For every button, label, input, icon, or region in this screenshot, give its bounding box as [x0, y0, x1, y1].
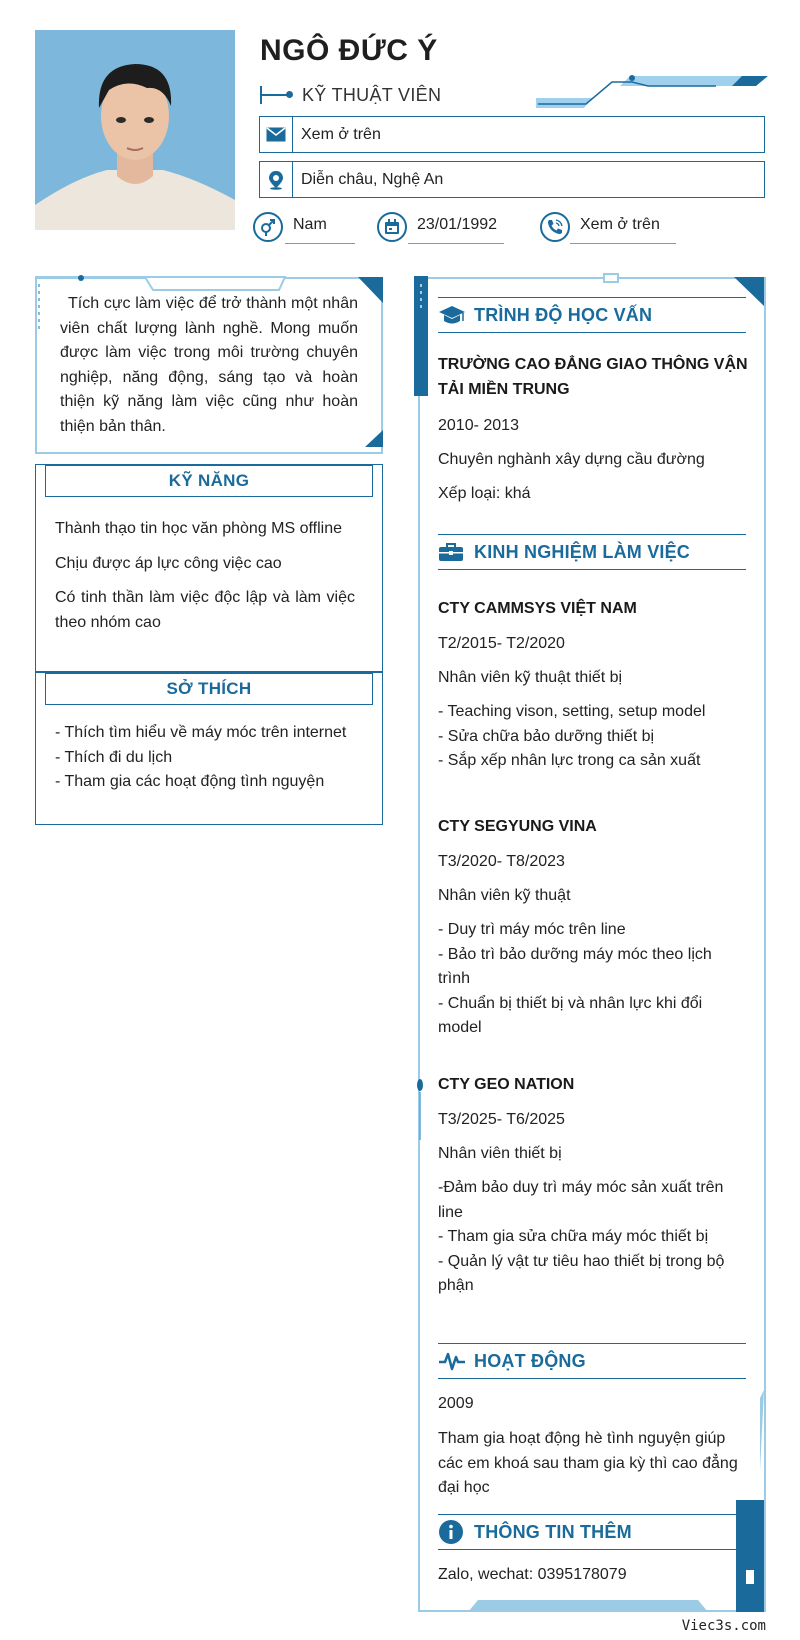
calendar-icon	[377, 212, 407, 242]
skills-heading: KỸ NĂNG	[45, 465, 373, 497]
job-title-decor	[260, 94, 290, 96]
graduation-cap-icon	[438, 304, 468, 326]
hobbies-heading: SỞ THÍCH	[45, 673, 373, 705]
activities-title: HOẠT ĐỘNG	[474, 1350, 586, 1371]
job-position: Nhân viên thiết bị	[438, 1145, 562, 1162]
candidate-name: NGÔ ĐỨC Ý	[260, 34, 438, 67]
gender-item	[253, 212, 327, 252]
address-value: Diễn châu, Nghệ An	[301, 170, 444, 188]
education-school: TRƯỜNG CAO ĐẲNG GIAO THÔNG VẬN TẢI MIỀN TRUNG	[438, 356, 748, 398]
phone-value[interactable]: Xem ở trên	[580, 216, 660, 233]
phone-underline	[570, 243, 676, 244]
gender-value: Nam	[293, 216, 327, 233]
mail-icon	[260, 117, 293, 152]
job-duty: - Sắp xếp nhân lực trong ca sản xuất	[438, 752, 701, 769]
skills-list	[55, 517, 355, 635]
job-period: T3/2025- T6/2025	[438, 1111, 565, 1128]
info-icon	[438, 1519, 468, 1545]
job-period: T3/2020- T8/2023	[438, 853, 565, 870]
more-info-title: THÔNG TIN THÊM	[474, 1521, 632, 1542]
footer-watermark: Viec3s.com	[681, 1618, 766, 1634]
experience-title: KINH NGHIỆM LÀM VIỆC	[474, 541, 691, 562]
skill-item: Chịu được áp lực công việc cao	[55, 554, 282, 572]
education-heading	[438, 297, 746, 333]
objective-text: Tích cực làm việc để trở thành một nhân viên chất lượng lành nghề. Mong muốn được làm việc trong môi trường chuyên nghiệp, năng động, sáng tạo và hoàn thiện kỹ năng làm việc cũng như hoàn thiện bản thân.	[60, 295, 358, 435]
address-row	[259, 161, 765, 198]
hobbies-list	[55, 721, 355, 795]
job-duty: - Duy trì máy móc trên line	[438, 921, 626, 938]
gender-icon	[253, 212, 283, 242]
experience-heading	[438, 534, 746, 570]
job-duty: - Tham gia sửa chữa máy móc thiết bị	[438, 1228, 709, 1245]
skill-item: Có tinh thần làm việc độc lập và làm việc theo nhóm cao	[55, 589, 355, 631]
briefcase-icon	[438, 542, 468, 562]
pulse-icon	[438, 1351, 468, 1371]
activities-heading	[438, 1343, 746, 1379]
profile-photo	[35, 30, 235, 230]
education-period: 2010- 2013	[438, 417, 519, 434]
job-duties	[438, 1176, 748, 1299]
more-info-text: Zalo, wechat: 0395178079	[438, 1566, 627, 1583]
job-duty: - Quản lý vật tư tiêu hao thiết bị trong bộ phận	[438, 1252, 725, 1294]
education-title: TRÌNH ĐỘ HỌC VẤN	[474, 304, 653, 325]
job-duties	[438, 918, 748, 1041]
job-duty: - Chuẩn bị thiết bị và nhân lực khi đổi model	[438, 994, 703, 1036]
job-company: CTY GEO NATION	[438, 1076, 575, 1093]
skill-item: Thành thạo tin học văn phòng MS offline	[55, 520, 343, 537]
job-period: T2/2015- T2/2020	[438, 635, 565, 652]
birthday-underline	[408, 243, 504, 244]
job-duty: -Đảm bảo duy trì máy móc sản xuất trên line	[438, 1179, 724, 1221]
email-row	[259, 116, 765, 153]
hobby-item: - Thích tìm hiểu về máy móc trên internet	[55, 724, 347, 741]
job-duty: - Bảo trì bảo dưỡng máy móc theo lịch trình	[438, 945, 712, 987]
education-major: Chuyên nghành xây dựng cầu đường	[438, 451, 705, 468]
education-grade: Xếp loại: khá	[438, 485, 531, 502]
hobby-item: - Thích đi du lịch	[55, 748, 173, 766]
job-duty: - Sửa chữa bảo dưỡng thiết bị	[438, 727, 655, 745]
activities-year: 2009	[438, 1395, 474, 1412]
job-company: CTY CAMMSYS VIỆT NAM	[438, 600, 637, 617]
job-duties	[438, 700, 748, 774]
phone-icon	[540, 212, 570, 242]
job-position: Nhân viên kỹ thuật	[438, 887, 571, 904]
birthday-value: 23/01/1992	[417, 216, 498, 233]
job-title: KỸ THUẬT VIÊN	[302, 84, 442, 105]
job-duty: - Teaching vison, setting, setup model	[438, 703, 706, 720]
job-position: Nhân viên kỹ thuật thiết bị	[438, 669, 623, 686]
hobby-item: - Tham gia các hoạt động tình nguyện	[55, 773, 325, 790]
gender-underline	[285, 243, 355, 244]
job-company: CTY SEGYUNG VINA	[438, 818, 597, 835]
job-title-row	[260, 82, 441, 108]
activities-text: Tham gia hoạt động hè tình nguyện giúp các em khoá sau tham gia kỳ thì cao đẳng đại học	[438, 1430, 738, 1496]
header-circuit-decor	[536, 72, 772, 114]
more-info-heading	[438, 1514, 746, 1550]
phone-item	[540, 212, 660, 252]
location-pin-icon	[260, 162, 293, 197]
email-value[interactable]: Xem ở trên	[301, 125, 381, 143]
birthday-item	[377, 212, 497, 252]
